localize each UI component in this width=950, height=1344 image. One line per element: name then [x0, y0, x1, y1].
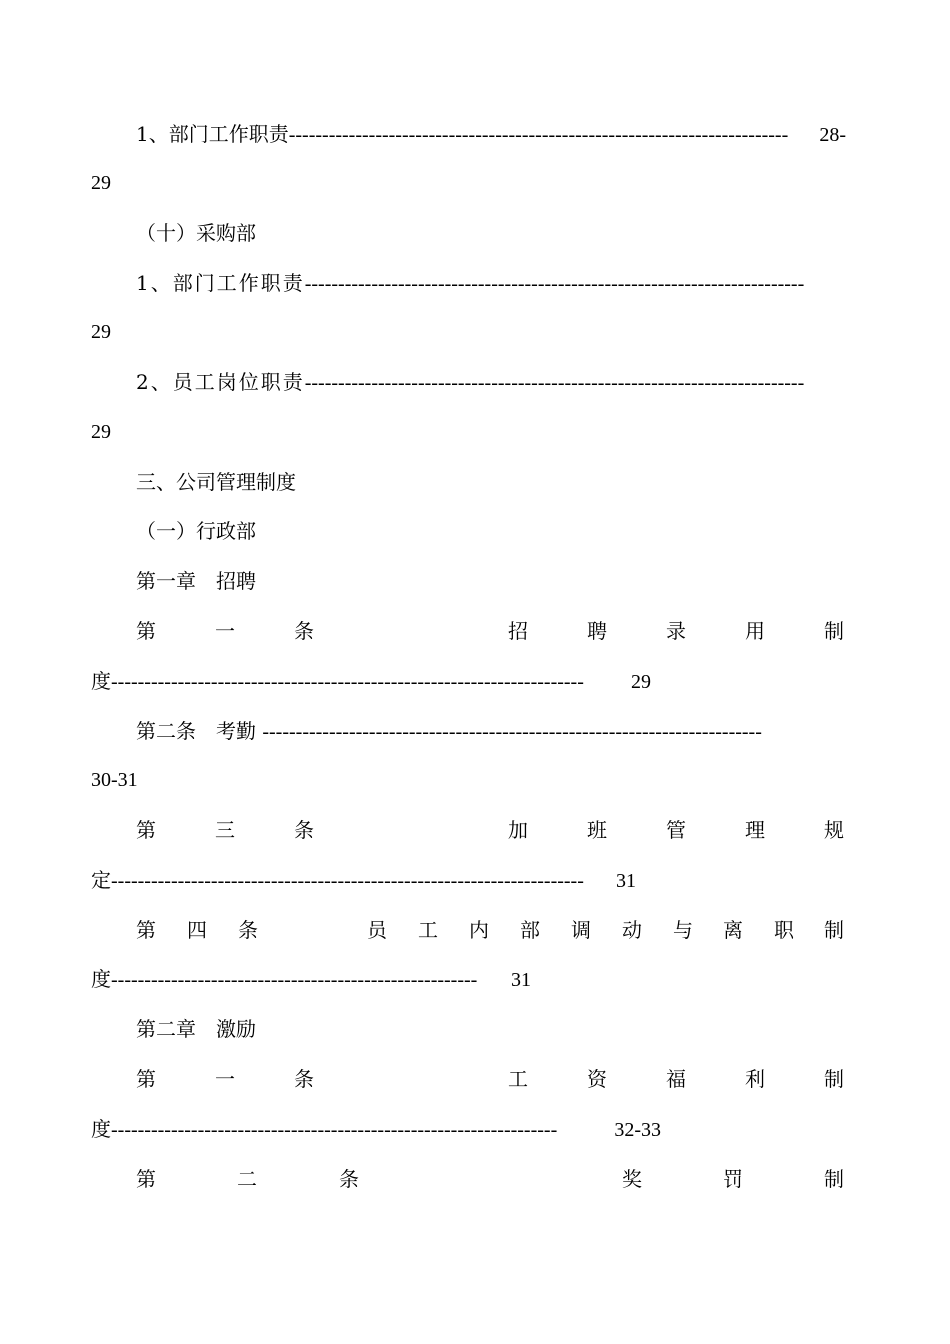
toc-entry-attendance	[136, 716, 846, 746]
toc-page-number: 31	[511, 969, 531, 991]
toc-entry-continuation	[91, 666, 651, 696]
spread-char: 工	[508, 1067, 528, 1091]
section-heading-management: 三、公司管理制度	[136, 470, 296, 494]
toc-page-continuation: 29	[91, 172, 111, 194]
toc-entry-continuation	[91, 865, 636, 895]
toc-label: 度	[91, 967, 111, 991]
toc-label: 第二条 考勤	[136, 719, 263, 743]
spread-char: 员	[367, 918, 387, 942]
spread-char: 三	[215, 818, 235, 842]
toc-leader: ---------------------------------------------------------------------------	[304, 273, 805, 295]
spread-char: 一	[215, 619, 235, 643]
toc-page-continuation: 29	[91, 321, 111, 343]
toc-leader: -----------------------------------------------------------------------	[111, 870, 584, 892]
section-heading-admin: （一）行政部	[136, 519, 256, 543]
spread-char: 调	[571, 918, 591, 942]
spread-char: 职	[774, 918, 794, 942]
spread-char: 一	[215, 1067, 235, 1091]
spread-char: 用	[745, 619, 765, 643]
spread-char: 第	[136, 1067, 156, 1091]
spread-char: 条	[294, 1067, 314, 1091]
section-heading-purchasing: （十）采购部	[136, 221, 256, 245]
spread-char: 制	[824, 1067, 844, 1091]
spread-char: 部	[520, 918, 540, 942]
spread-char: 制	[824, 1167, 844, 1191]
toc-entry-continuation	[91, 1114, 661, 1144]
toc-page-number: 32-33	[614, 1119, 661, 1141]
chapter-heading-incentive: 第二章 激励	[136, 1017, 256, 1041]
toc-page-number: 29	[631, 671, 651, 693]
spread-char: 聘	[587, 619, 607, 643]
spread-char: 条	[339, 1167, 359, 1191]
toc-leader: -------------------------------------------------------	[111, 969, 478, 991]
spread-char: 利	[745, 1067, 765, 1091]
toc-page-number: 28-	[819, 124, 846, 146]
toc-label: 度	[91, 669, 111, 693]
spread-char: 第	[136, 1167, 156, 1191]
spread-char: 二	[237, 1167, 257, 1191]
spread-char: 条	[294, 619, 314, 643]
toc-leader: -------------------------------------------------------------------	[111, 1119, 558, 1141]
spread-char: 录	[666, 619, 686, 643]
toc-entry-spread-salary	[136, 1064, 846, 1094]
spread-char: 条	[294, 818, 314, 842]
toc-entry-dept-duties-2	[136, 268, 846, 298]
spread-char: 理	[745, 818, 765, 842]
spread-char: 管	[666, 818, 686, 842]
spread-char: 工	[418, 918, 438, 942]
toc-page-number: 31	[616, 870, 636, 892]
spread-char: 制	[824, 918, 844, 942]
spread-char: 罚	[723, 1167, 743, 1191]
spread-char: 班	[587, 818, 607, 842]
spread-char: 内	[469, 918, 489, 942]
toc-leader: ---------------------------------------------------------------------------	[262, 721, 762, 743]
toc-entry-dept-duties-1	[136, 119, 846, 149]
spread-char: 第	[136, 818, 156, 842]
toc-label: 1、部门工作职责	[136, 122, 289, 146]
toc-page-continuation: 29	[91, 421, 111, 443]
toc-leader: ---------------------------------------------------------------------------	[304, 372, 805, 394]
spread-char: 规	[824, 818, 844, 842]
spread-char: 资	[587, 1067, 607, 1091]
spread-char: 制	[824, 619, 844, 643]
toc-leader: ---------------------------------------------------------------------------	[288, 124, 789, 146]
toc-entry-continuation	[91, 964, 531, 994]
toc-leader: -----------------------------------------------------------------------	[111, 671, 584, 693]
toc-entry-spread-overtime	[136, 815, 846, 845]
spread-char: 奖	[622, 1167, 642, 1191]
spread-char: 第	[136, 918, 156, 942]
spread-char: 四	[187, 918, 207, 942]
toc-entry-spread-transfer	[136, 915, 846, 945]
spread-char: 福	[666, 1067, 686, 1091]
toc-label: 度	[91, 1117, 111, 1141]
toc-label: 2、员工岗位职责	[136, 370, 305, 394]
spread-char: 条	[238, 918, 258, 942]
toc-entry-spread-rewards	[136, 1164, 846, 1194]
toc-entry-staff-duties	[136, 367, 846, 397]
chapter-heading-recruitment: 第一章 招聘	[136, 569, 256, 593]
spread-char: 离	[723, 918, 743, 942]
toc-label: 定	[91, 868, 111, 892]
spread-char: 第	[136, 619, 156, 643]
spread-char: 与	[673, 918, 693, 942]
toc-label: 1、部门工作职责	[136, 271, 305, 295]
spread-char: 动	[622, 918, 642, 942]
toc-page-continuation: 30-31	[91, 769, 138, 791]
spread-char: 加	[508, 818, 528, 842]
spread-char: 招	[508, 619, 528, 643]
toc-entry-spread-recruitment	[136, 616, 846, 646]
